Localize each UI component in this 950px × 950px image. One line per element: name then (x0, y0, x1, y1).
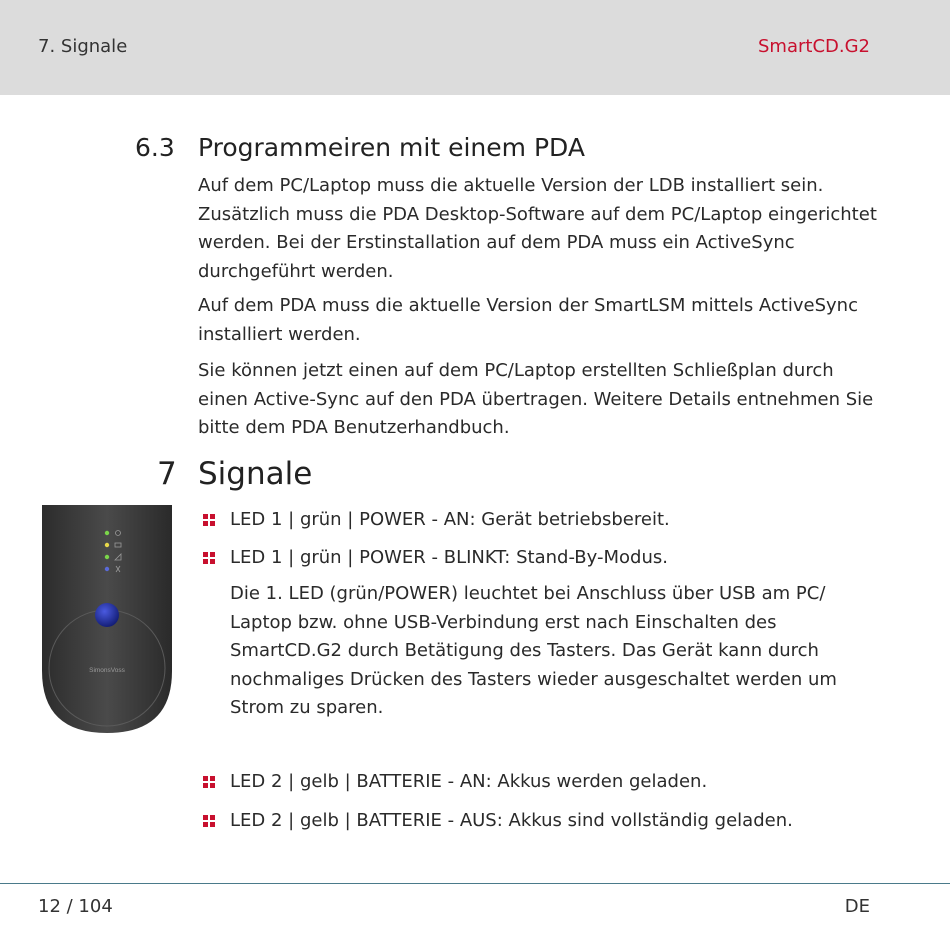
list-item-text: LED 2 | gelb | BATTERIE - AN: Akkus werden geladen. (230, 771, 708, 792)
led-note-paragraph: Die 1. LED (grün/POWER) leuchtet bei Anschluss über USB am PC/ Laptop bzw. ohne USB-Verbindung erst nach Einschalten des SmartCD.G2 durch Betätigung des Tasters. Das Gerät kann durch nochmaliges Drücken des Tasters wieder ausgeschaltet werden um Strom zu sparen. (230, 583, 837, 718)
bullet-icon (203, 776, 215, 788)
page-header (0, 0, 950, 95)
section-title: Programmeiren mit einem PDA (198, 133, 585, 162)
bullet-icon (203, 815, 215, 827)
smartcd-device-image (40, 503, 174, 735)
page-number: 12 / 104 (38, 896, 113, 917)
bullet-icon (203, 552, 215, 564)
paragraph: Auf dem PDA muss die aktuelle Version der SmartLSM mittels ActiveSync installiert werden. (198, 295, 858, 345)
footer-divider (0, 883, 950, 884)
language-label: DE (844, 896, 870, 917)
paragraph: Auf dem PC/Laptop muss die aktuelle Version der LDB installiert sein. Zusätzlich muss die PDA Desktop-Software auf dem PC/Laptop eingerichtet werden. Bei der Erstinstallation auf dem PDA muss ein ActiveSync durchgeführt werden. (198, 175, 877, 282)
bullet-icon (203, 514, 215, 526)
list-item-text: LED 2 | gelb | BATTERIE - AUS: Akkus sind vollständig geladen. (230, 810, 793, 831)
list-item-text: LED 1 | grün | POWER - AN: Gerät betriebsbereit. (230, 509, 670, 530)
chapter-number: 7 (157, 456, 177, 492)
chapter-title: Signale (198, 456, 313, 492)
list-item-text: LED 1 | grün | POWER - BLINKT: Stand-By-Modus. (230, 547, 668, 568)
paragraph: Sie können jetzt einen auf dem PC/Laptop erstellten Schließplan durch einen Active-Sync auf den PDA übertragen. Weitere Details entnehmen Sie bitte dem PDA Benutzerhandbuch. (198, 360, 874, 438)
chapter-label: 7. Signale (38, 36, 128, 57)
section-number: 6.3 (135, 133, 175, 162)
brand-logo: SimonsVoss (89, 667, 125, 674)
product-label: SmartCD.G2 (758, 36, 870, 57)
